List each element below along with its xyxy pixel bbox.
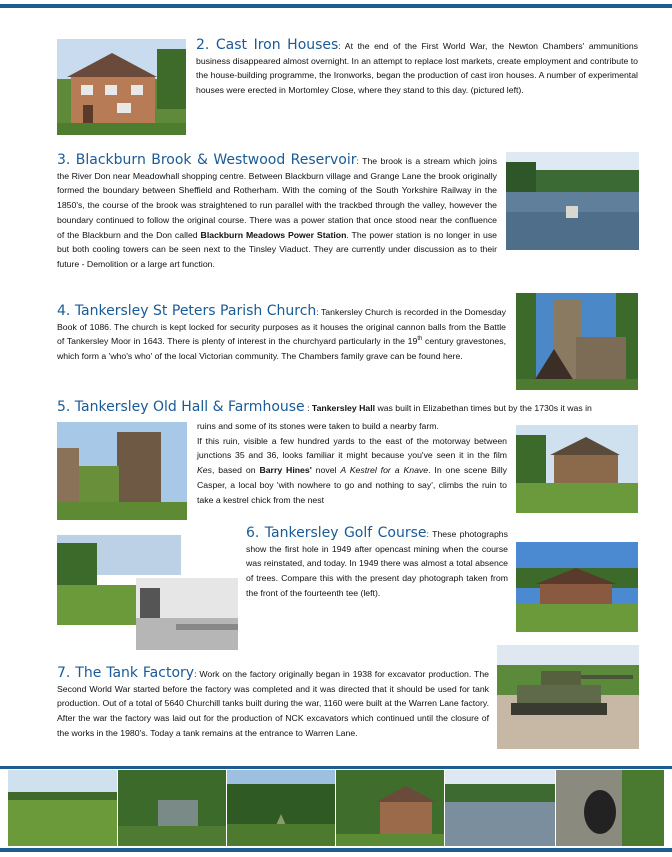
strip-photo-woodland-path [227, 770, 335, 846]
blackburn-power-station: Blackburn Meadows Power Station [200, 229, 347, 240]
cast-iron-paragraph [196, 38, 638, 98]
strip-photo-fields [8, 770, 117, 846]
bottom-rule-upper [0, 766, 672, 769]
golf-clubhouse-photo [516, 542, 638, 632]
tank-photo [497, 645, 639, 749]
old-hall-heading: 5. Tankersley Old Hall & Farmhouse [57, 399, 305, 415]
church-body-2: century gravestones, which form a 'who's who' of the local Victorian community. The Chambers family grave can be found here. [57, 336, 506, 362]
old-hall-sep: : [304, 403, 312, 413]
cast-iron-house-photo [57, 39, 186, 135]
old-hall-italic-1: Kes [197, 465, 212, 476]
farmhouse-photo [516, 425, 638, 513]
golf-course-1949-photo [136, 578, 238, 650]
old-hall-bold-2: Barry Hines' [259, 465, 312, 476]
tank-paragraph [57, 666, 489, 741]
golf-heading: 6. Tankersley Golf Course [246, 525, 427, 541]
tank-heading: 7. The Tank Factory [57, 665, 195, 681]
old-hall-body [197, 419, 507, 507]
blackburn-body-1: : The brook is a stream which joins the River Don near Meadowhall shopping centre. Between Blackburn village and Grange Lane the brook originally formed the boundary between Sheffield and Rotherham. With the coming of the South Yorkshire Railway in the 1850's, the course of the brook was straightened to run parallel with the trackbed through the valley, however the boundary continued to follow the original course. There was a power station that once stood near the confluence of the Blackburn and the Don called [57, 156, 497, 240]
blackburn-body-2: . The power station is no longer in use but both cooling towers can be seen next to the Tinsley Viaduct. They are currently under discussion as to their future - Demolition or a large art function. [57, 229, 497, 269]
bottom-rule-lower [0, 848, 672, 852]
westwood-reservoir-photo [506, 152, 639, 250]
golf-body: : These photographs show the first hole in 1949 after opencast mining when the course was reinstated, and today. In 1949 there was almost a total absence of trees. Compare this with the present day photograph taken from the front of the fourteenth tee (left). [246, 529, 508, 598]
old-hall-body-4: , based on [211, 465, 260, 476]
old-hall-italic-2: A Kestrel for a Knave [340, 465, 429, 476]
church-paragraph [57, 304, 506, 364]
church-heading: 4. Tankersley St Peters Parish Church [57, 303, 317, 319]
blackburn-paragraph-top [57, 153, 497, 272]
cast-iron-heading: 2. Cast Iron Houses [196, 37, 339, 53]
strip-photo-cottage [336, 770, 444, 846]
cast-iron-body: : At the end of the First World War, the Newton Chambers' ammunitions business disappeared almost overnight. In an attempt to replace lost markets, create employment and contribute to the house-building programme, the Ironworks, began the production of cast iron houses. A number of experimental houses were erected in Mortomley Close, where they stand to this day. (pictured left). [196, 41, 639, 96]
church-photo [516, 293, 638, 390]
golf-paragraph [246, 526, 508, 601]
church-superscript: th [417, 336, 423, 343]
blackburn-heading: 3. Blackburn Brook & Westwood Reservoir [57, 152, 357, 168]
old-hall-intro [57, 400, 638, 416]
strip-photo-duck [556, 770, 664, 846]
old-hall-body-1: was built in Elizabethan times but by the 1730s it was in [375, 403, 592, 413]
old-hall-body-5: novel [311, 465, 341, 476]
strip-photo-reservoir [445, 770, 555, 846]
church-body-1: : Tankersley Church is recorded in the Domesday Book of 1086. The church is kept locked for security purposes as it houses the original cannon balls from the Battle of Tankersley Moor in 1643. There is plenty of interest in the churchyard particularly in the 19 [57, 307, 507, 347]
old-hall-body-6: . In one scene Billy Casper, a local boy 'with nowhere to go and nothing to say', climbs the ruin to take a kestrel chick from the nest [197, 465, 507, 505]
old-hall-ruin-photo [57, 422, 187, 520]
old-hall-body-3: If this ruin, visible a few hundred yards to the east of the motorway between junctions 35 and 36, looks familiar it might because you've seen it in the film [197, 435, 507, 461]
top-rule [0, 4, 672, 8]
old-hall-bold-1: Tankersley Hall [311, 403, 376, 413]
strip-photo-stream [118, 770, 226, 846]
tank-body: : Work on the factory originally began in 1938 for excavator production. The Second World War started before the factory was completed and it was directed that it should be used for tank production. Out of a total of 5640 Churchill tanks built during the war, 1160 were built at the Warren Lane factory. After the war the factory was laid out for the production of NCK excavators which continued until the closure of the works in the 1980's. Today a tank remains at the entrance to Warren Lane. [57, 669, 489, 738]
old-hall-body-2: ruins and some of its stones were taken to build a nearby farm. [197, 421, 439, 431]
